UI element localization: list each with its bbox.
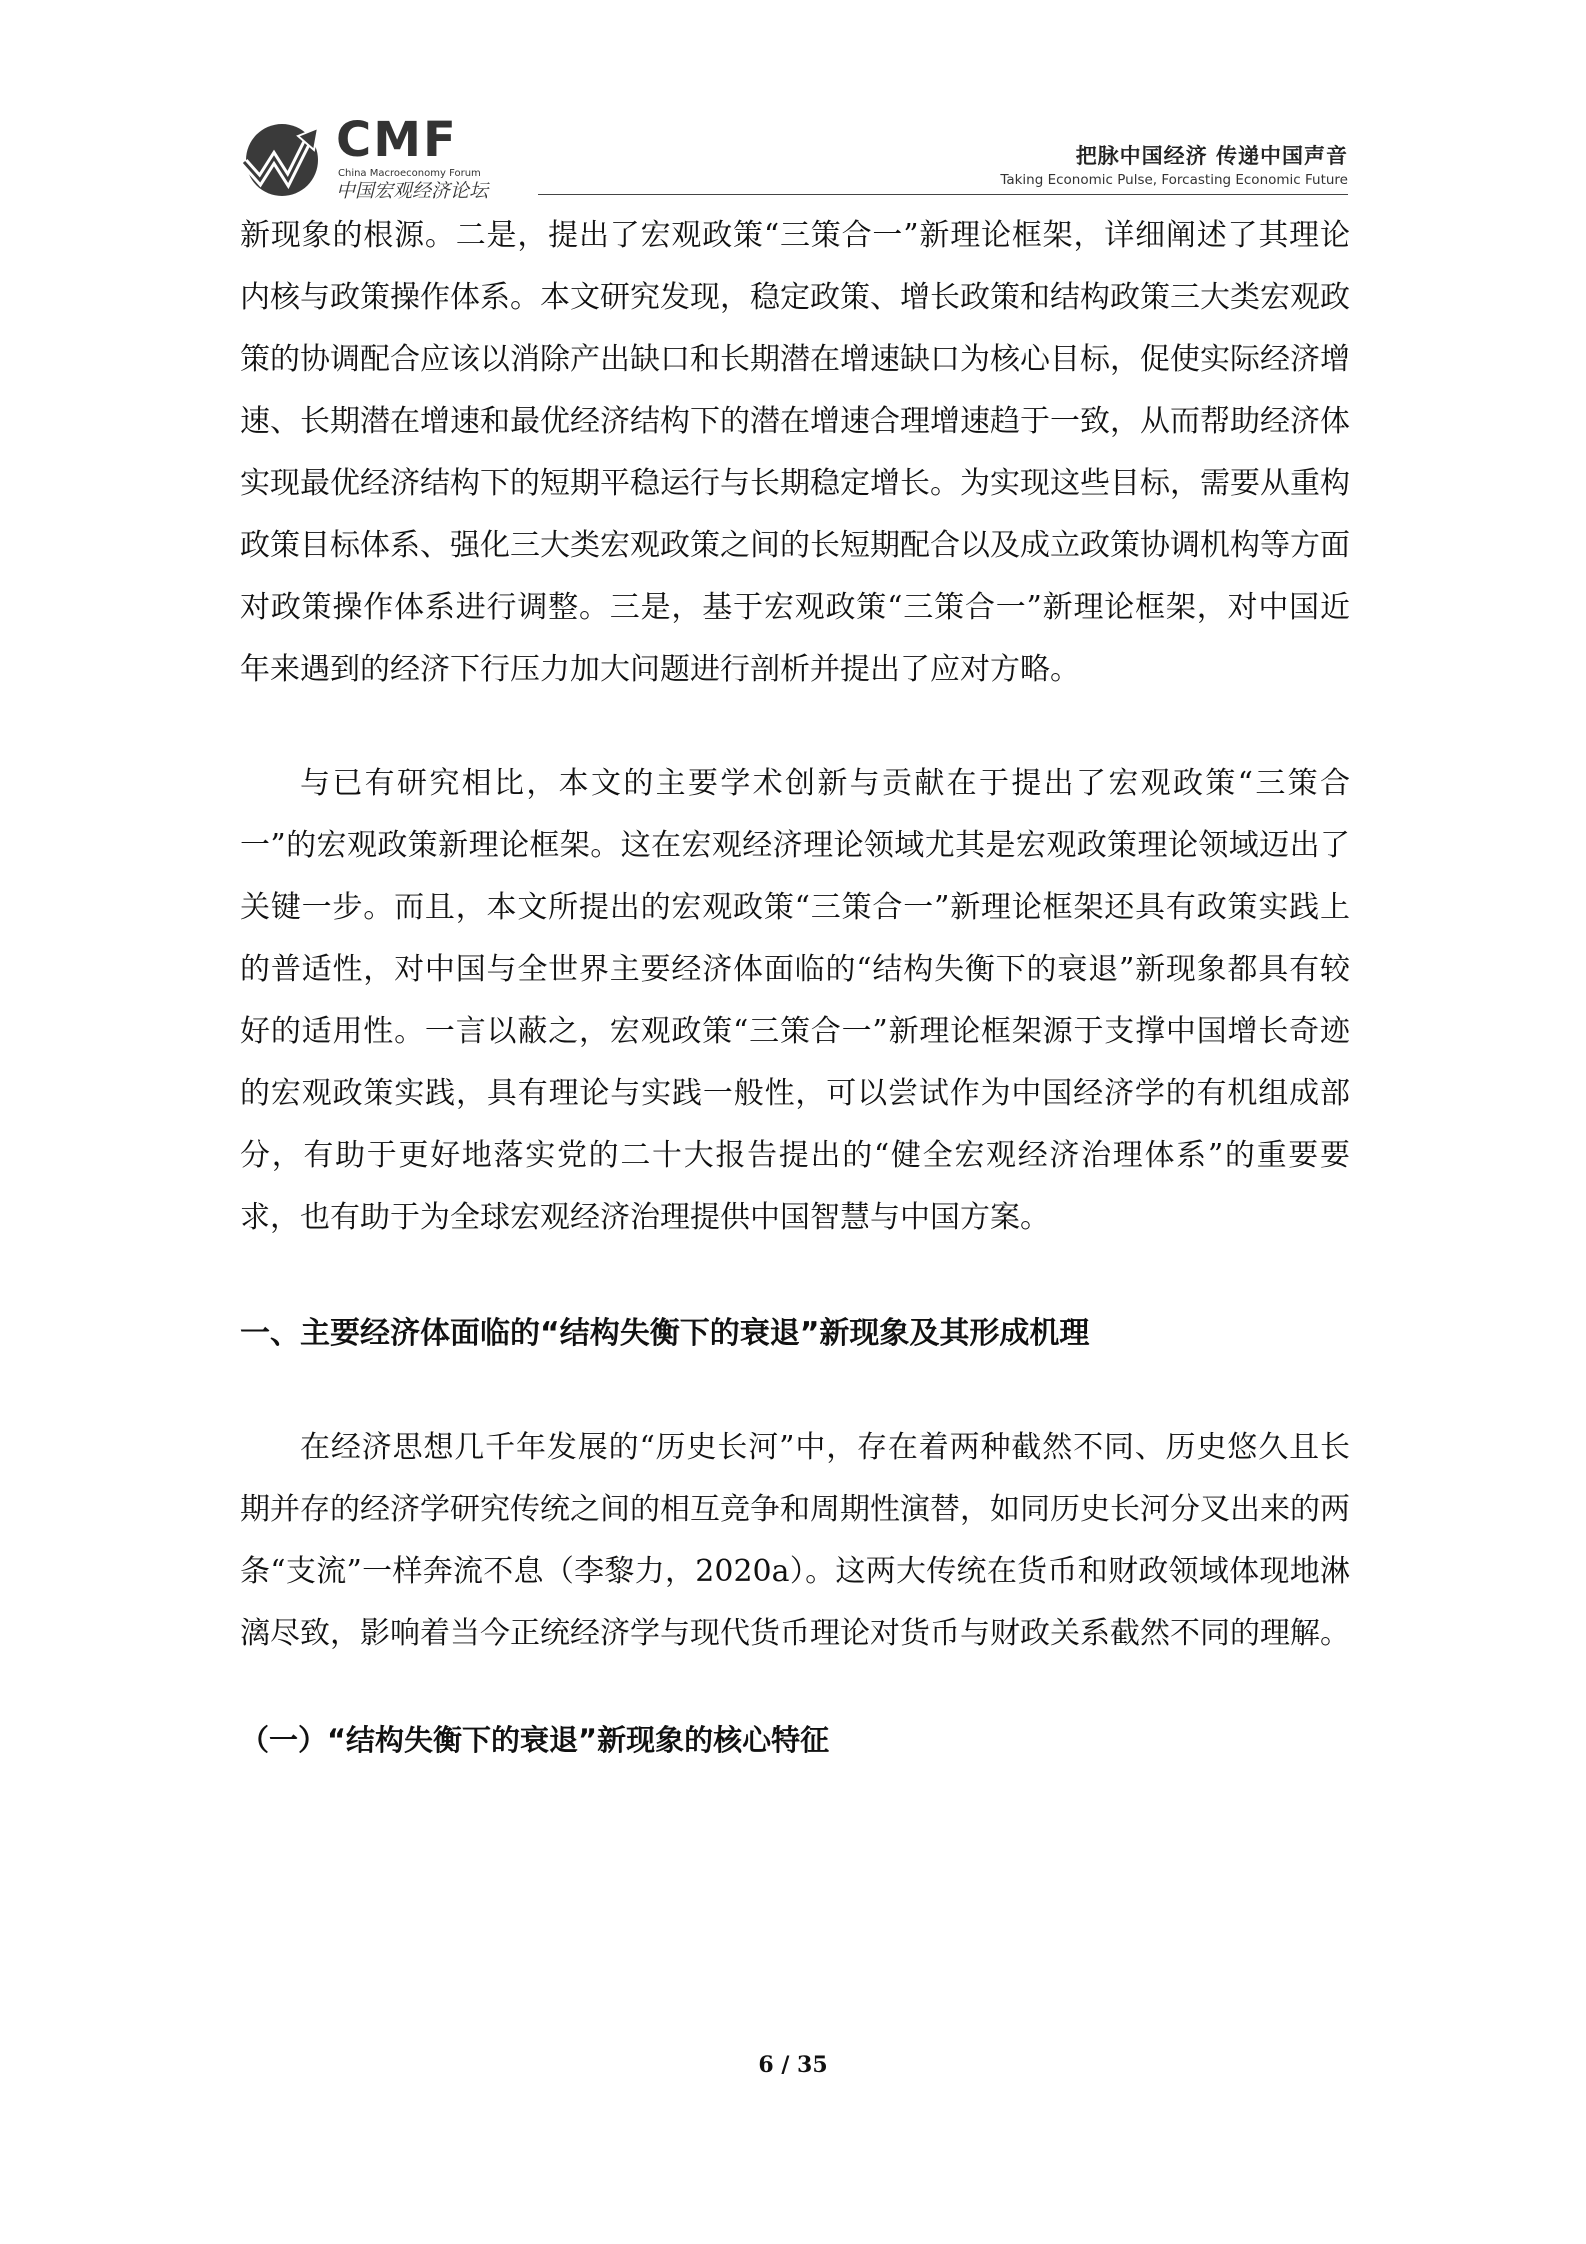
subsection-heading-1: （一）“结构失衡下的衰退”新现象的核心特征 [240,1723,830,1757]
section-heading-1: 一、主要经济体面临的“结构失衡下的衰退”新现象及其形成机理 [240,1316,1090,1351]
body-paragraph-3: 在经济思想几千年发展的“历史长河”中，存在着两种截然不同、历史悠久且长期并存的经济学研究传统之间的相互竞争和周期性演替，如同历史长河分叉出来的两条“支流”一样奔流不息（李黎力，2020a）。这两大传统在货币和财政领域体现地淋漓尽致，影响着当今正统经济学与现代货币理论对货币与财政关系截然不同的理解。 [240,1430,1350,1651]
slogan-english: Taking Economic Pulse, Forcasting Economic Future [1000,172,1348,188]
header-divider [538,194,1348,195]
page-number: 6 / 35 [758,2052,828,2078]
logo-chinese-name: 中国宏观经济论坛 [336,180,489,202]
cmf-logo-icon [238,118,334,198]
slogan-chinese: 把脉中国经济 传递中国声音 [1075,144,1348,168]
cmf-logo [238,112,538,202]
logo-english-name: China Macroeconomy Forum [338,168,481,179]
page-header [238,112,1348,202]
logo-wordmark: CMF [336,112,458,168]
page-body [240,205,1350,1771]
body-paragraph-2: 与已有研究相比，本文的主要学术创新与贡献在于提出了宏观政策“三策合一”的宏观政策新理论框架。这在宏观经济理论领域尤其是宏观政策理论领域迈出了关键一步。而且，本文所提出的宏观政策“三策合一”新理论框架还具有政策实践上的普适性，对中国与全世界主要经济体面临的“结构失衡下的衰退”新现象都具有较好的适用性。一言以蔽之，宏观政策“三策合一”新理论框架源于支撑中国增长奇迹的宏观政策实践，具有理论与实践一般性，可以尝试作为中国经济学的有机组成部分，有助于更好地落实党的二十大报告提出的“健全宏观经济治理体系”的重要要求，也有助于为全球宏观经济治理提供中国智慧与中国方案。 [240,766,1350,1235]
body-paragraph-1: 新现象的根源。二是，提出了宏观政策“三策合一”新理论框架，详细阐述了其理论内核与政策操作体系。本文研究发现，稳定政策、增长政策和结构政策三大类宏观政策的协调配合应该以消除产出缺口和长期潜在增速缺口为核心目标，促使实际经济增速、长期潜在增速和最优经济结构下的潜在增速合理增速趋于一致，从而帮助经济体实现最优经济结构下的短期平稳运行与长期稳定增长。为实现这些目标，需要从重构政策目标体系、强化三大类宏观政策之间的长短期配合以及成立政策协调机构等方面对政策操作体系进行调整。三是，基于宏观政策“三策合一”新理论框架，对中国近年来遇到的经济下行压力加大问题进行剖析并提出了应对方略。 [240,218,1350,687]
